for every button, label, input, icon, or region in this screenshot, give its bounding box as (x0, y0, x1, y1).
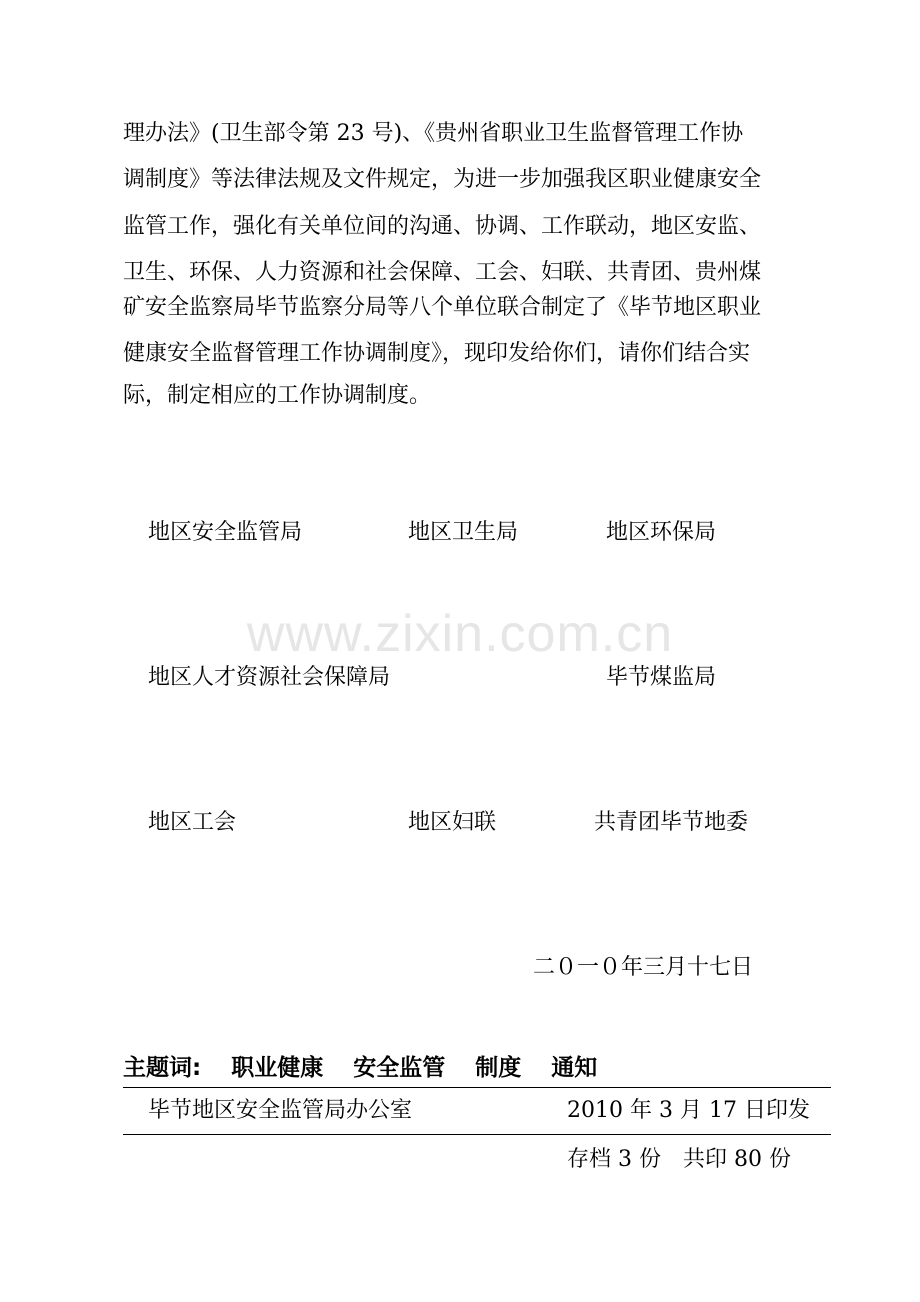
keywords-label: 主题词: (123, 1055, 202, 1081)
body-line: 际，制定相应的工作协调制度。 (123, 383, 432, 408)
divider-bottom (123, 1134, 831, 1135)
copies-count: 存档 3 份 共印 80 份 (567, 1147, 791, 1172)
keyword-term: 安全监管 (353, 1055, 446, 1081)
signatory-trade-union: 地区工会 (148, 810, 237, 835)
signatory-health-bureau: 地区卫生局 (408, 520, 519, 545)
body-line: 健康安全监督管理工作协调制度》，现印发给你们，请你们结合实 (123, 341, 751, 366)
body-line: 卫生、环保、人力资源和社会保障、工会、妇联、共青团、贵州煤 (123, 260, 762, 285)
issuer-office: 毕节地区安全监管局办公室 (148, 1098, 413, 1123)
body-line: 监管工作，强化有关单位间的沟通、协调、工作联动，地区安监、 (123, 214, 762, 239)
divider-top (123, 1087, 831, 1088)
watermark: www.zixin.com.cn (246, 605, 674, 663)
signatory-safety-bureau: 地区安全监管局 (148, 520, 303, 545)
signatory-hr-social-security-bureau: 地区人才资源社会保障局 (148, 665, 391, 690)
signatory-coal-mine-bureau: 毕节煤监局 (606, 665, 717, 690)
print-date: 2010 年 3 月 17 日印发 (567, 1098, 810, 1123)
body-line: 矿安全监察局毕节监察分局等八个单位联合制定了《毕节地区职业 (123, 295, 762, 320)
keyword-term: 通知 (551, 1055, 598, 1081)
signatory-womens-federation: 地区妇联 (408, 810, 497, 835)
keyword-term: 职业健康 (231, 1055, 324, 1081)
signatory-youth-league: 共青团毕节地委 (594, 810, 749, 835)
subject-keywords (123, 1049, 619, 1082)
keyword-term: 制度 (475, 1055, 522, 1081)
body-line: 理办法》(卫生部令第 23 号)、《贵州省职业卫生监督管理工作协 (123, 121, 744, 146)
body-line: 调制度》等法律法规及文件规定，为进一步加强我区职业健康安全 (123, 167, 762, 192)
signatory-environment-bureau: 地区环保局 (606, 520, 717, 545)
issue-date-line: 二０一０年三月十七日 (533, 955, 754, 980)
